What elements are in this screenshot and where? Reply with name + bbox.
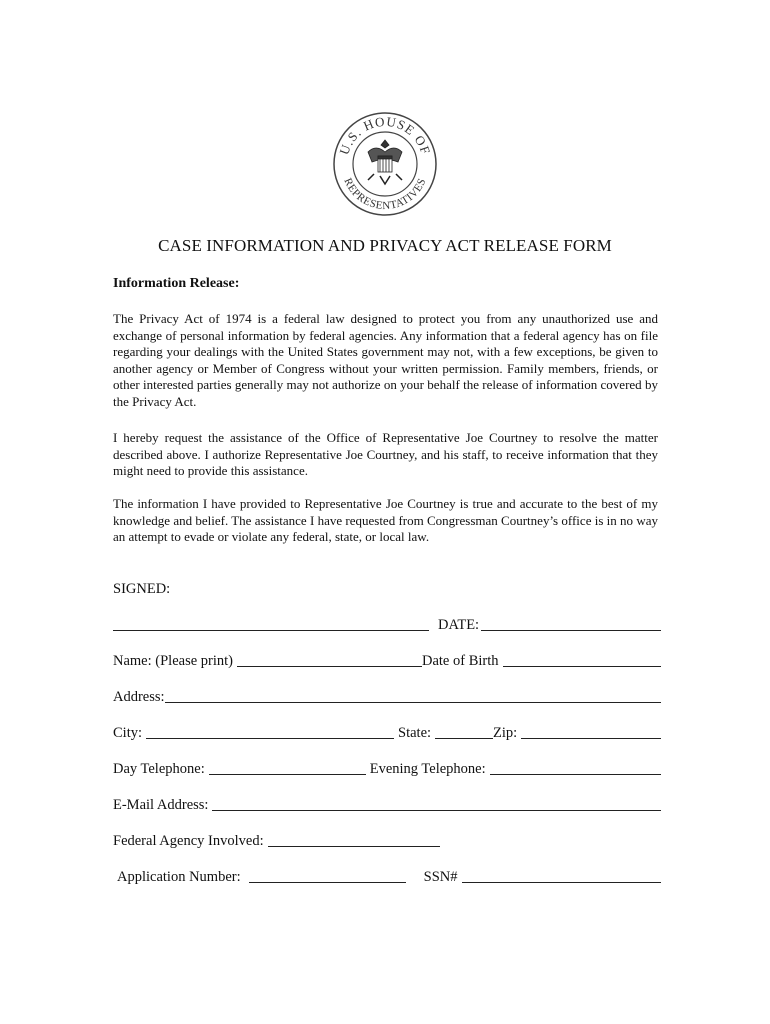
address-label: Address: xyxy=(113,689,165,705)
agency-label: Federal Agency Involved: xyxy=(113,833,264,849)
zip-line[interactable] xyxy=(521,737,661,739)
agency-row xyxy=(113,830,661,850)
svg-text:REPRESENTATIVES: REPRESENTATIVES xyxy=(341,176,429,213)
email-label: E-Mail Address: xyxy=(113,797,209,813)
evening-telephone-line[interactable] xyxy=(490,773,661,775)
privacy-act-paragraph: The Privacy Act of 1974 is a federal law designed to protect you from any unauthorized use and exchange of personal information by federal agencies. Any information that a federal agency has on file regarding your dealings with the United States government may not, with a few exceptions, be given to another agency or Member of Congress without your written permission. Family members, friends, or other interested parties generally may not authorize on your behalf the release of information covered by the Privacy Act. xyxy=(113,311,658,409)
state-label: State: xyxy=(398,725,432,741)
assistance-request-paragraph: I hereby request the assistance of the Office of Representative Joe Courtney to resolve the matter described above. I authorize Representative Joe Courtney, and his staff, to receive information that they might need to provide this assistance. xyxy=(113,430,658,479)
signature-line[interactable] xyxy=(113,629,429,631)
city-line[interactable] xyxy=(146,737,394,739)
address-row xyxy=(113,686,661,706)
email-row xyxy=(113,794,661,814)
house-seal-logo xyxy=(330,110,440,218)
email-line[interactable] xyxy=(212,809,661,811)
signature-date-row xyxy=(113,614,661,634)
ssn-line[interactable] xyxy=(462,881,662,883)
name-line[interactable] xyxy=(237,665,422,667)
dob-label: Date of Birth xyxy=(422,653,499,669)
form-title: CASE INFORMATION AND PRIVACY ACT RELEASE FORM xyxy=(158,236,612,255)
name-dob-row xyxy=(113,650,661,670)
application-number-label: Application Number: xyxy=(117,869,241,885)
state-line[interactable] xyxy=(435,737,493,739)
dob-line[interactable] xyxy=(503,665,661,667)
date-label: DATE: xyxy=(438,617,480,633)
section-heading: Information Release: xyxy=(113,276,240,291)
accuracy-statement-paragraph: The information I have provided to Representative Joe Courtney is true and accurate to the best of my knowledge and belief. The assistance I have requested from Congressman Courtney’s office is in no way an attempt to evade or violate any federal, state, or local law. xyxy=(113,496,658,545)
day-telephone-label: Day Telephone: xyxy=(113,761,205,777)
day-telephone-line[interactable] xyxy=(209,773,366,775)
address-line[interactable] xyxy=(165,701,661,703)
agency-line[interactable] xyxy=(268,845,440,847)
ssn-label: SSN# xyxy=(423,869,458,885)
telephone-row xyxy=(113,758,661,778)
zip-label: Zip: xyxy=(493,725,518,741)
date-line[interactable] xyxy=(481,629,661,631)
city-label: City: xyxy=(113,725,143,741)
evening-telephone-label: Evening Telephone: xyxy=(369,761,486,777)
city-state-zip-row xyxy=(113,722,661,742)
application-number-line[interactable] xyxy=(249,881,406,883)
signed-label: SIGNED: xyxy=(113,581,171,597)
svg-text:U.S. HOUSE OF: U.S. HOUSE OF xyxy=(336,113,434,157)
application-ssn-row xyxy=(117,866,661,886)
name-label: Name: (Please print) xyxy=(113,653,233,669)
